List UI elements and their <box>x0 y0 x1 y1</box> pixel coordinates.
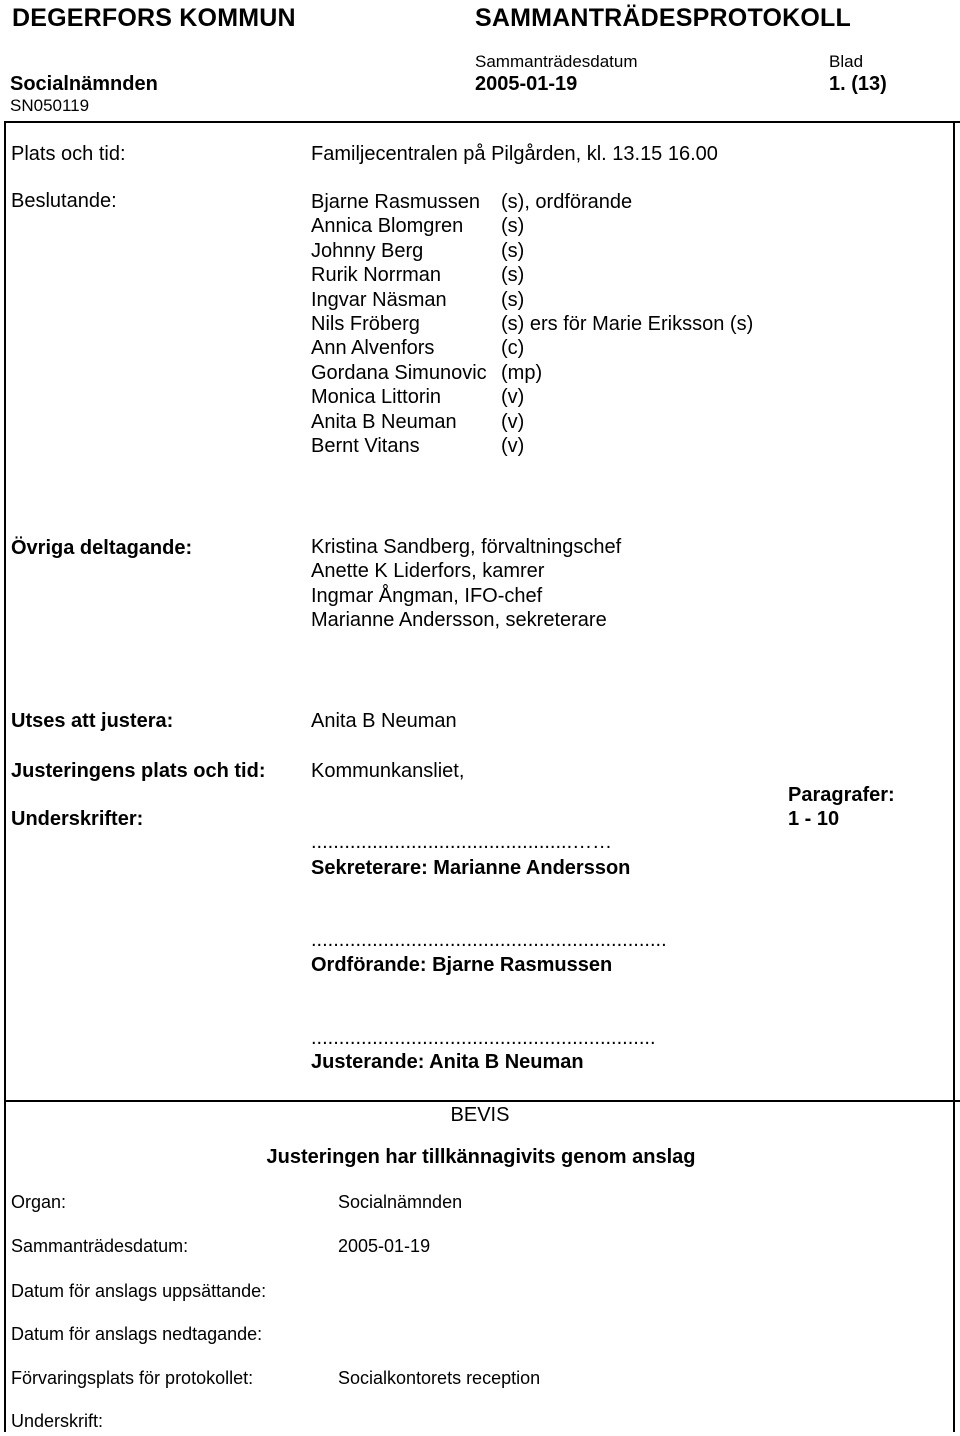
member-party: (s) <box>501 288 525 311</box>
member-name: Annica Blomgren <box>311 215 464 238</box>
adjuster-label: Utses att justera: <box>11 710 174 732</box>
participant-item: Ingmar Ångman, IFO-chef <box>311 584 543 607</box>
chair-signature-line: ................................................................ <box>311 929 667 951</box>
member-party: (mp) <box>501 361 543 384</box>
adjuster-signature: Justerande: Anita B Neuman <box>311 1051 584 1073</box>
member-party: (s) <box>501 264 525 287</box>
member-party: (v) <box>501 386 525 409</box>
member-party: (c) <box>501 337 525 360</box>
certificate-divider <box>4 1100 960 1102</box>
place-label: Plats och tid: <box>11 143 126 165</box>
municipality-name: DEGERFORS KOMMUN <box>12 4 296 32</box>
participant-item: Marianne Andersson, sekreterare <box>311 609 607 632</box>
adjuster-value: Anita B Neuman <box>311 710 457 732</box>
storage-value: Socialkontorets reception <box>338 1368 541 1388</box>
member-name: Bjarne Rasmussen <box>311 191 480 213</box>
member-name: Bernt Vitans <box>311 434 420 457</box>
member-party: (s) <box>501 239 525 262</box>
adjuster-signature-line: .............................................................. <box>311 1027 656 1049</box>
removed-date-label: Datum för anslags nedtagande: <box>11 1324 263 1344</box>
place-value: Familjecentralen på Pilgården, kl. 13.15 16.00 <box>311 143 718 165</box>
posted-date-label: Datum för anslags uppsättande: <box>11 1281 267 1301</box>
member-party: (s) <box>501 215 525 238</box>
member-name: Johnny Berg <box>311 239 424 262</box>
committee-name: Socialnämnden <box>10 73 158 95</box>
date-label: Sammanträdesdatum <box>475 52 638 71</box>
signatures-label: Underskrifter: <box>11 808 144 830</box>
cert-date-value: 2005-01-19 <box>338 1236 431 1256</box>
page-number: 1. (13) <box>829 73 887 95</box>
participant-item: Anette K Liderfors, kamrer <box>311 560 545 583</box>
member-name: Anita B Neuman <box>311 410 457 433</box>
adjust-place-label: Justeringens plats och tid: <box>11 760 266 782</box>
top-divider <box>4 121 960 123</box>
chair-signature: Ordförande: Bjarne Rasmussen <box>311 954 613 976</box>
member-name: Rurik Norrman <box>311 264 442 287</box>
member-party: (s), ordförande <box>501 191 633 213</box>
cert-date-label: Sammanträdesdatum: <box>11 1236 189 1256</box>
secretary-signature-line: ...............................................…… <box>311 831 613 853</box>
page-label: Blad <box>829 52 864 71</box>
adjust-place-value: Kommunkansliet, <box>311 760 465 782</box>
certificate-title: BEVIS <box>450 1104 510 1126</box>
reference-code: SN050119 <box>10 96 90 115</box>
certificate-subtitle: Justeringen har tillkännagivits genom anslag <box>266 1146 696 1168</box>
organ-value: Socialnämnden <box>338 1192 463 1212</box>
paragraphs-value: 1 - 10 <box>788 808 840 830</box>
organ-label: Organ: <box>11 1192 67 1212</box>
secretary-signature: Sekreterare: Marianne Andersson <box>311 857 631 879</box>
member-party: (v) <box>501 410 525 433</box>
storage-label: Förvaringsplats för protokollet: <box>11 1368 254 1388</box>
member-party: (v) <box>501 434 525 457</box>
paragraphs-label: Paragrafer: <box>788 784 895 806</box>
member-name: Monica Littorin <box>311 386 442 409</box>
member-name: Ann Alvenfors <box>311 337 435 360</box>
member-name: Gordana Simunovic <box>311 361 487 384</box>
member-party: (s) ers för Marie Eriksson (s) <box>501 312 754 335</box>
participant-item: Kristina Sandberg, förvaltningschef <box>311 536 622 558</box>
signature-label: Underskrift: <box>11 1411 104 1431</box>
member-name: Ingvar Näsman <box>311 288 447 311</box>
deciding-label: Beslutande: <box>11 190 117 212</box>
meeting-date: 2005-01-19 <box>475 73 578 95</box>
others-label: Övriga deltagande: <box>11 537 193 559</box>
member-name: Nils Fröberg <box>311 312 420 335</box>
others-list <box>311 535 621 633</box>
document-type: SAMMANTRÄDESPROTOKOLL <box>475 4 851 32</box>
